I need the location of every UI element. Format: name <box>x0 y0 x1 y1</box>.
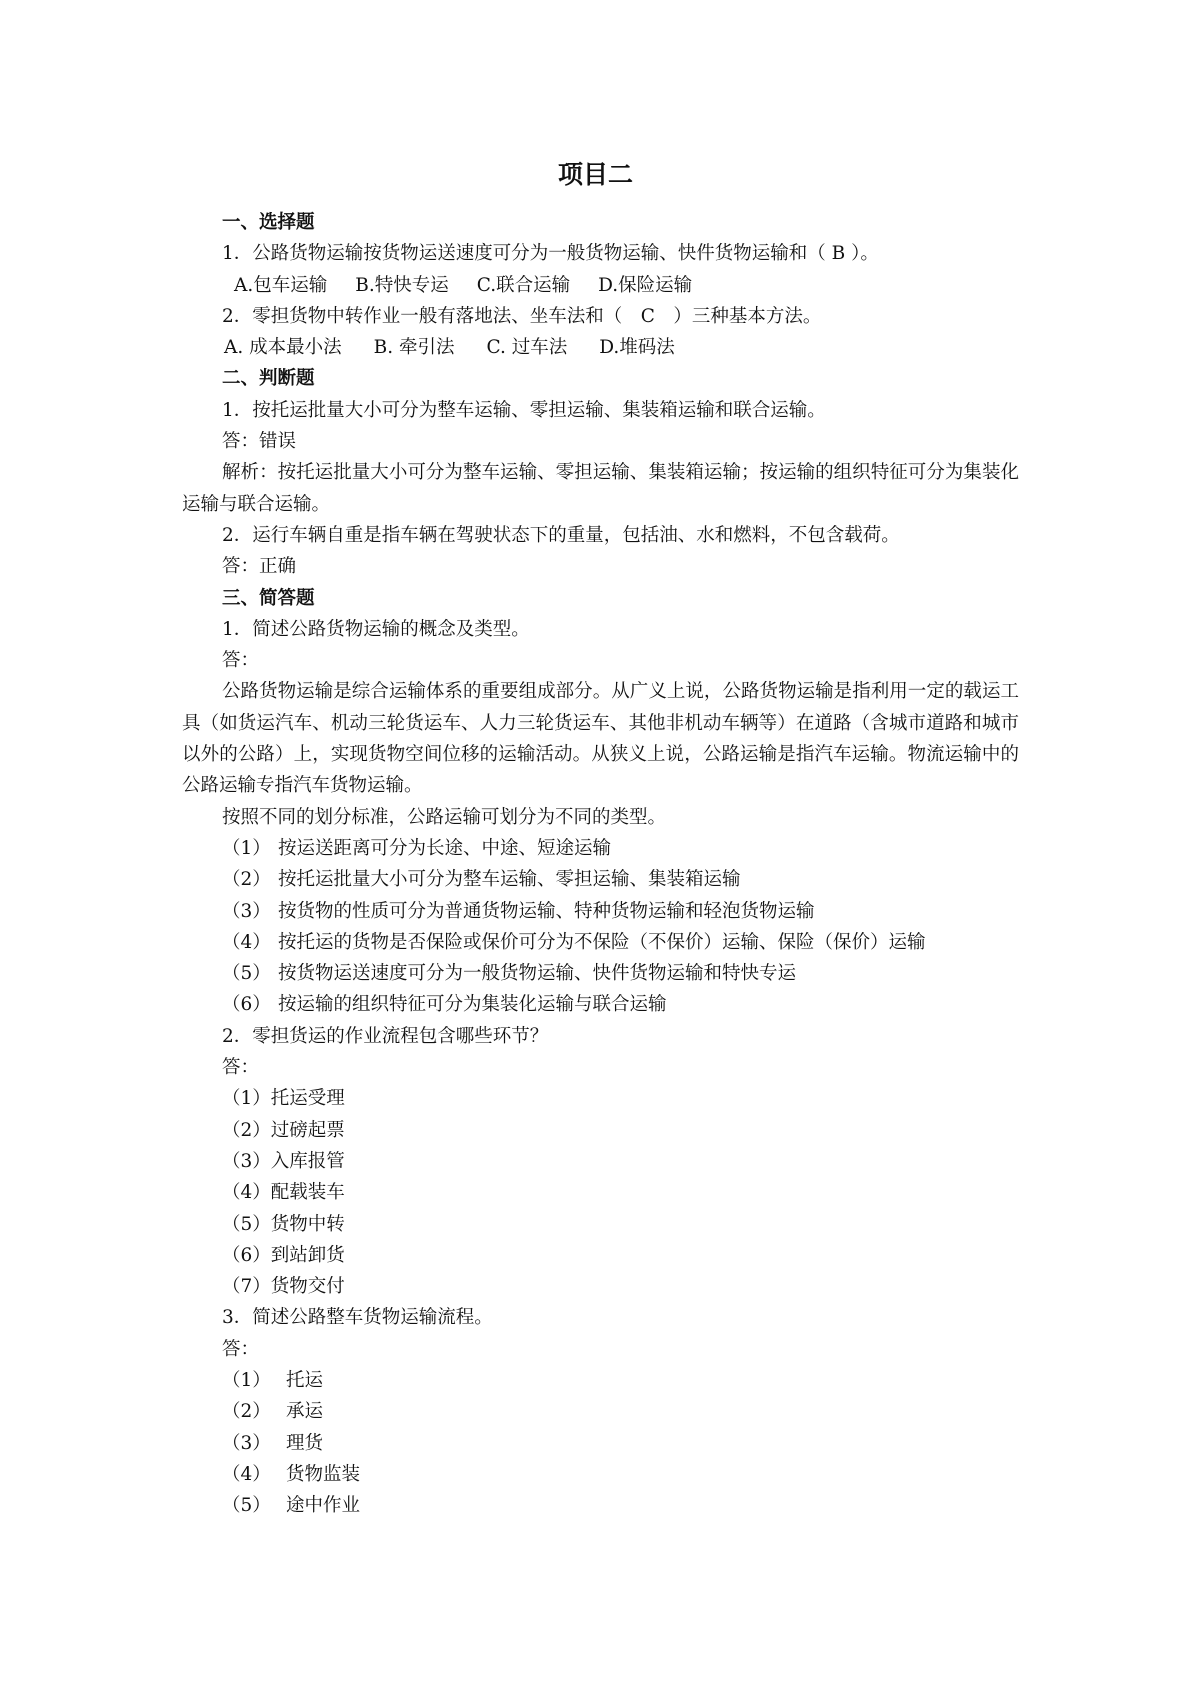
page-title: 项目二 <box>557 160 633 189</box>
list-item: （1）托运受理 <box>222 1088 345 1110</box>
list-item-number: （2） <box>222 1401 271 1423</box>
list-item-number: （1） <box>222 1369 271 1391</box>
list-item <box>182 927 1019 958</box>
list-item <box>182 1365 1019 1396</box>
list-item <box>182 1396 1019 1427</box>
list-item-text: 理货 <box>286 1432 324 1454</box>
section-heading-judgement: 二、判断题 <box>222 368 315 390</box>
list-item: （7）货物交付 <box>222 1276 345 1298</box>
answer-label: 答： <box>222 1057 260 1079</box>
list-item <box>182 1459 1019 1490</box>
answer-text: 答：正确 <box>222 556 297 578</box>
option-list <box>182 332 1019 363</box>
answer-paragraph: 按照不同的划分标准，公路运输可划分为不同的类型。 <box>222 806 667 828</box>
list-item-text: 按托运的货物是否保险或保价可分为不保险（不保价）运输、保险（保价）运输 <box>278 931 926 953</box>
list-item <box>182 1490 1019 1521</box>
answer-label: 答： <box>222 650 260 672</box>
question-text: 3．简述公路整车货物运输流程。 <box>222 1307 493 1329</box>
list-item-text: 货物监装 <box>286 1463 361 1485</box>
document-body <box>182 207 1019 1521</box>
list-item <box>182 896 1019 927</box>
answer-label: 答： <box>222 1338 260 1360</box>
list-item-text: 承运 <box>286 1401 324 1423</box>
question-text: 1．公路货物运输按货物运送速度可分为一般货物运输、快件货物运输和（ B ）。 <box>222 243 879 265</box>
option-b: B.特快专运 <box>355 274 449 296</box>
question-text: 2．零担货物中转作业一般有落地法、坐车法和（ C ）三种基本方法。 <box>222 305 822 327</box>
question-text: 1．按托运批量大小可分为整车运输、零担运输、集装箱运输和联合运输。 <box>222 399 826 421</box>
list-item-number: （4） <box>222 1463 271 1485</box>
list-item-number: （3） <box>222 900 271 922</box>
option-d: D.堆码法 <box>599 337 675 359</box>
answer-text: 答：错误 <box>222 431 297 453</box>
section-heading-choice: 一、选择题 <box>222 212 315 233</box>
option-b: B. 牵引法 <box>373 337 455 359</box>
list-item-number: （6） <box>222 994 271 1016</box>
list-item <box>182 958 1019 989</box>
list-item <box>182 833 1019 864</box>
option-a: A.包车运输 <box>234 274 328 296</box>
list-item-number: （3） <box>222 1432 271 1454</box>
list-item: （3）入库报管 <box>222 1150 345 1172</box>
option-a: A. 成本最小法 <box>224 337 342 359</box>
list-item <box>182 864 1019 895</box>
list-item-number: （4） <box>222 931 271 953</box>
list-item: （2）过磅起票 <box>222 1119 345 1141</box>
option-d: D.保险运输 <box>598 274 693 296</box>
question-text: 2．运行车辆自重是指车辆在驾驶状态下的重量，包括油、水和燃料，不包含载荷。 <box>222 524 900 546</box>
list-item-text: 按运送距离可分为长途、中途、短途运输 <box>278 837 612 859</box>
answer-paragraph: 公路货物运输是综合运输体系的重要组成部分。从广义上说，公路货物运输是指利用一定的载运工具（如货运汽车、机动三轮货运车、人力三轮货运车、其他非机动车辆等）在道路（含城市道路和城市以外的公路）上，实现货物空间位移的运输活动。从狭义上说，公路运输是指汽车运输。物流运输中的公路运输专指汽车货物运输。 <box>182 681 1019 797</box>
list-item-text: 途中作业 <box>286 1495 361 1517</box>
option-c: C.联合运输 <box>476 274 571 296</box>
option-list <box>182 270 1019 301</box>
list-item-text: 按运输的组织特征可分为集装化运输与联合运输 <box>278 994 667 1016</box>
list-item: （5）货物中转 <box>222 1213 345 1235</box>
question-text: 1．简述公路货物运输的概念及类型。 <box>222 618 530 640</box>
list-item: （4）配载装车 <box>222 1182 345 1204</box>
list-item <box>182 1428 1019 1459</box>
list-item-text: 按货物运送速度可分为一般货物运输、快件货物运输和特快专运 <box>278 963 797 985</box>
list-item-number: （5） <box>222 1495 271 1517</box>
list-item-text: 托运 <box>286 1369 324 1391</box>
list-item-number: （2） <box>222 869 271 891</box>
list-item-number: （5） <box>222 963 271 985</box>
question-text: 2．零担货运的作业流程包含哪些环节？ <box>222 1025 549 1047</box>
list-item-text: 按托运批量大小可分为整车运输、零担运输、集装箱运输 <box>278 869 741 891</box>
section-heading-short-answer: 三、简答题 <box>222 587 315 609</box>
list-item <box>182 989 1019 1020</box>
list-item-text: 按货物的性质可分为普通货物运输、特种货物运输和轻泡货物运输 <box>278 900 815 922</box>
option-c: C. 过车法 <box>486 337 568 359</box>
analysis-text: 解析：按托运批量大小可分为整车运输、零担运输、集装箱运输；按运输的组织特征可分为集装化运输与联合运输。 <box>182 462 1019 515</box>
list-item: （6）到站卸货 <box>222 1244 345 1266</box>
list-item-number: （1） <box>222 837 271 859</box>
